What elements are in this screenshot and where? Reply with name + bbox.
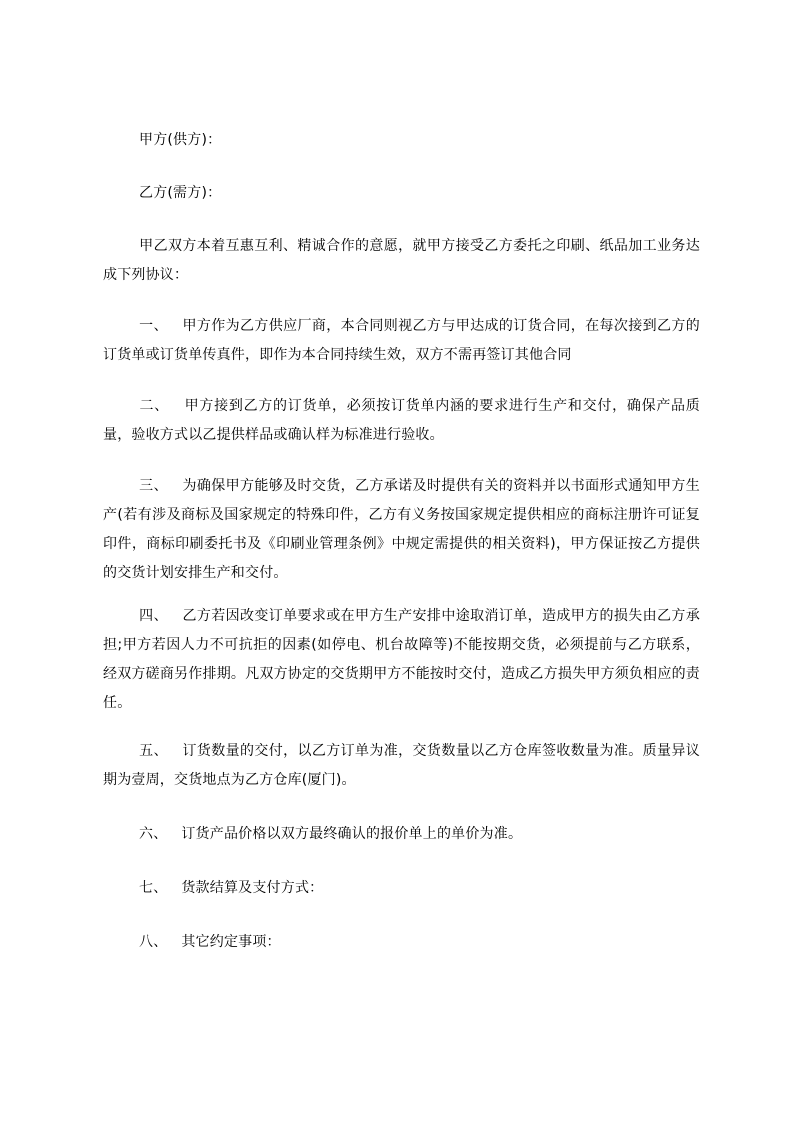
clause-3-text: 为确保甲方能够及时交货，乙方承诺及时提供有关的资料并以书面形式通知甲方生产(若有涉及商标及国家规定的特殊印件，乙方有义务按国家规定提供相应的商标注册许可证复印件，商标印刷委托书及《印刷业管理条例》中规定需提供的相关资料)，甲方保证按乙方提供的交货计划安排生产和交付。: [103, 478, 700, 581]
clause-2: [103, 392, 700, 450]
clause-7: [103, 874, 700, 903]
clause-7-number: 七、: [139, 880, 168, 896]
clause-5: [103, 737, 700, 795]
party-b-label: 乙方(需方)：: [139, 185, 222, 201]
clause-7-text: 货款结算及支付方式：: [181, 880, 324, 896]
intro-text: 甲乙双方本着互惠互利、精诚合作的意愿，就甲方接受乙方委托之印刷、纸品加工业务达成下列协议：: [103, 238, 700, 283]
clause-5-text: 订货数量的交付，以乙方订单为准，交货数量以乙方仓库签收数量为准。质量异议期为壹周，交货地点为乙方仓库(厦门)。: [103, 743, 700, 788]
clause-8-text: 其它约定事项：: [181, 934, 281, 950]
clause-4-text: 乙方若因改变订单要求或在甲方生产安排中途取消订单，造成甲方的损失由乙方承担;甲方若因人力不可抗拒的因素(如停电、机台故障等)不能按期交货，必须提前与乙方联系，经双方磋商另作排期。凡双方协定的交货期甲方不能按时交付，造成乙方损失甲方须负相应的责任。: [103, 608, 700, 711]
clause-2-number: 二、: [139, 398, 170, 414]
clause-4-number: 四、: [139, 608, 168, 624]
clause-1-number: 一、: [139, 318, 168, 334]
clause-3: [103, 472, 700, 588]
clause-4: [103, 602, 700, 718]
intro-paragraph: [103, 232, 700, 290]
clause-1-text: 甲方作为乙方供应厂商，本合同则视乙方与甲达成的订货合同，在每次接到乙方的订货单或订货单传真件，即作为本合同持续生效，双方不需再签订其他合同: [103, 318, 700, 363]
clause-1: [103, 312, 700, 370]
clause-3-number: 三、: [139, 478, 168, 494]
clause-6-text: 订货产品价格以双方最终确认的报价单上的单价为准。: [181, 826, 523, 842]
clause-5-number: 五、: [139, 743, 168, 759]
clause-6: [103, 820, 700, 849]
clause-8-number: 八、: [139, 934, 168, 950]
clause-6-number: 六、: [139, 826, 168, 842]
clause-8: [103, 928, 700, 957]
clause-2-text: 甲方接到乙方的订货单，必须按订货单内涵的要求进行生产和交付，确保产品质量，验收方式以乙提供样品或确认样为标准进行验收。: [103, 398, 701, 443]
party-a-label: 甲方(供方)：: [139, 132, 222, 148]
